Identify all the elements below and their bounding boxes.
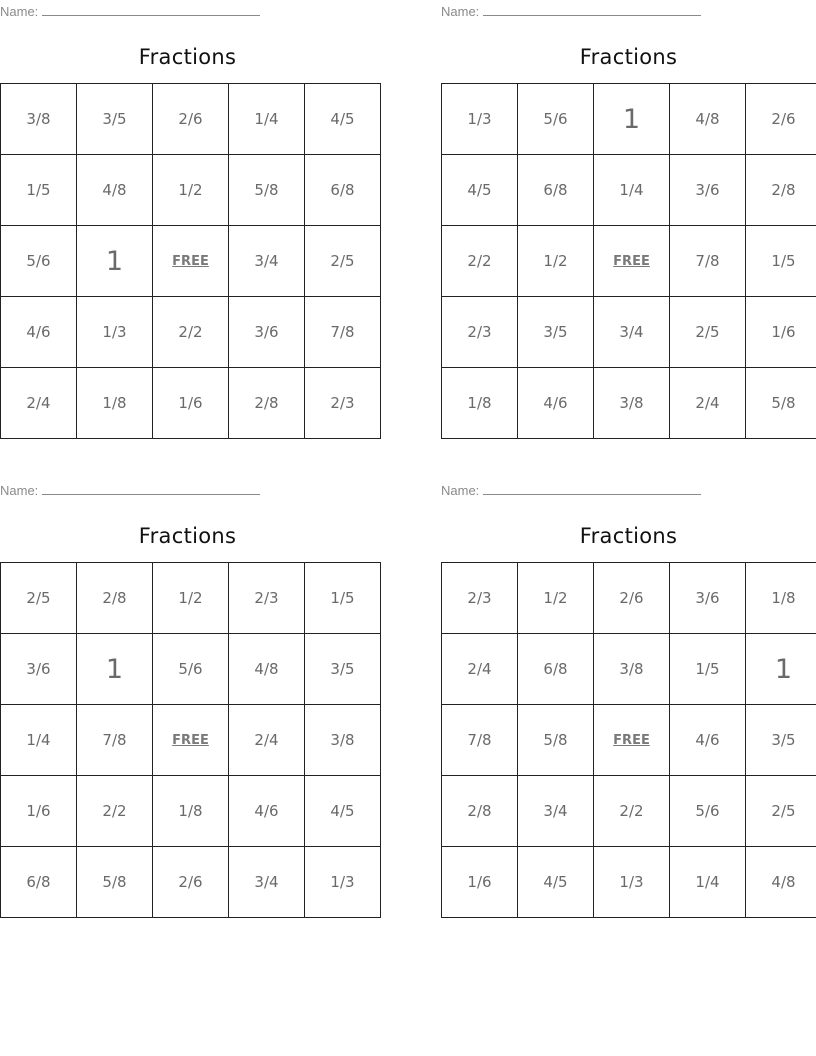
bingo-cell[interactable]: 4/6 [518, 368, 594, 439]
bingo-card-1 [0, 0, 376, 436]
bingo-cell[interactable]: 3/4 [229, 847, 305, 918]
bingo-cell[interactable]: 3/8 [594, 634, 670, 705]
bingo-cell[interactable]: 2/8 [442, 776, 518, 847]
bingo-cell[interactable]: 2/5 [305, 226, 381, 297]
bingo-cell[interactable]: 1 [594, 84, 670, 155]
bingo-cell[interactable]: 1/6 [442, 847, 518, 918]
bingo-cell[interactable]: 3/6 [1, 634, 77, 705]
grid-row [442, 847, 816, 918]
bingo-cell[interactable]: 5/6 [518, 84, 594, 155]
grid-row [442, 155, 816, 226]
bingo-cell[interactable]: 1/3 [77, 297, 153, 368]
bingo-cell[interactable]: 1/4 [1, 705, 77, 776]
bingo-card-4 [441, 479, 816, 915]
bingo-cell[interactable]: 7/8 [442, 705, 518, 776]
free-space-cell[interactable]: FREE [594, 226, 670, 297]
bingo-cell[interactable]: 1/3 [594, 847, 670, 918]
bingo-cell[interactable]: 3/4 [594, 297, 670, 368]
free-space-cell[interactable]: FREE [594, 705, 670, 776]
bingo-cell[interactable]: 6/8 [1, 847, 77, 918]
bingo-cell[interactable]: 2/4 [442, 634, 518, 705]
grid-row [1, 563, 381, 634]
bingo-cell[interactable]: 3/4 [229, 226, 305, 297]
bingo-cell[interactable]: 1/6 [1, 776, 77, 847]
bingo-cell[interactable]: 4/8 [746, 847, 816, 918]
grid-row [1, 776, 381, 847]
grid-row [442, 563, 816, 634]
bingo-grid [441, 562, 816, 918]
bingo-cell[interactable]: 5/6 [670, 776, 746, 847]
bingo-cell[interactable]: 6/8 [518, 155, 594, 226]
bingo-cell[interactable]: 2/6 [153, 847, 229, 918]
bingo-cell[interactable]: 2/8 [77, 563, 153, 634]
bingo-cell[interactable]: 4/8 [670, 84, 746, 155]
name-label: Name: [0, 483, 39, 498]
grid-row [1, 634, 381, 705]
bingo-cell[interactable]: 5/8 [77, 847, 153, 918]
bingo-cell[interactable]: 2/2 [594, 776, 670, 847]
free-space-cell[interactable]: FREE [153, 226, 229, 297]
bingo-cell[interactable]: 4/8 [229, 634, 305, 705]
grid-row [1, 847, 381, 918]
card-title: Fractions [138, 45, 237, 69]
bingo-cell[interactable]: 1/6 [746, 297, 816, 368]
bingo-cell[interactable]: 3/8 [305, 705, 381, 776]
bingo-cell[interactable]: 4/5 [305, 84, 381, 155]
grid-row [1, 84, 381, 155]
bingo-cell[interactable]: 1 [77, 226, 153, 297]
name-blank-line[interactable] [483, 482, 701, 495]
bingo-card-2 [441, 0, 816, 436]
bingo-cell[interactable]: 2/4 [229, 705, 305, 776]
card-title: Fractions [579, 45, 678, 69]
name-blank-line[interactable] [42, 3, 260, 16]
bingo-cell[interactable]: 1/2 [153, 563, 229, 634]
bingo-cell[interactable]: 1/3 [442, 84, 518, 155]
grid-row [1, 705, 381, 776]
bingo-cell[interactable]: 5/8 [746, 368, 816, 439]
bingo-cell[interactable]: 2/5 [1, 563, 77, 634]
bingo-cell[interactable]: 2/4 [1, 368, 77, 439]
bingo-cell[interactable]: 2/3 [442, 297, 518, 368]
bingo-cell[interactable]: 3/5 [746, 705, 816, 776]
name-blank-line[interactable] [483, 3, 701, 16]
bingo-cell[interactable]: 4/5 [442, 155, 518, 226]
bingo-cell[interactable]: 1 [77, 634, 153, 705]
name-blank-line[interactable] [42, 482, 260, 495]
bingo-cell[interactable]: 4/5 [518, 847, 594, 918]
bingo-cell[interactable]: 4/8 [77, 155, 153, 226]
bingo-cell[interactable]: 2/5 [746, 776, 816, 847]
bingo-cell[interactable]: 3/6 [670, 563, 746, 634]
grid-row [442, 297, 816, 368]
bingo-cell[interactable]: 7/8 [670, 226, 746, 297]
bingo-cell[interactable]: 1/5 [1, 155, 77, 226]
bingo-cell[interactable]: 6/8 [305, 155, 381, 226]
bingo-cell[interactable]: 2/4 [670, 368, 746, 439]
bingo-cell[interactable]: 2/2 [77, 776, 153, 847]
bingo-cell[interactable]: 5/8 [229, 155, 305, 226]
bingo-cell[interactable]: 1/4 [670, 847, 746, 918]
bingo-cell[interactable]: 3/8 [1, 84, 77, 155]
bingo-cell[interactable]: 1/8 [442, 368, 518, 439]
bingo-cell[interactable]: 1/2 [518, 563, 594, 634]
bingo-cell[interactable]: 4/6 [229, 776, 305, 847]
grid-row [1, 368, 381, 439]
bingo-cell[interactable]: 2/5 [670, 297, 746, 368]
name-field [441, 482, 701, 499]
name-field [0, 3, 260, 20]
bingo-cell[interactable]: 6/8 [518, 634, 594, 705]
bingo-cell[interactable]: 1/8 [746, 563, 816, 634]
free-space-cell[interactable]: FREE [153, 705, 229, 776]
bingo-cell[interactable]: 1/8 [77, 368, 153, 439]
bingo-cell[interactable]: 1/4 [594, 155, 670, 226]
bingo-cell[interactable]: 2/2 [153, 297, 229, 368]
bingo-cell[interactable]: 7/8 [77, 705, 153, 776]
name-label: Name: [441, 4, 480, 19]
bingo-cell[interactable]: 1/5 [670, 634, 746, 705]
bingo-cell[interactable]: 2/2 [442, 226, 518, 297]
bingo-cell[interactable]: 4/5 [305, 776, 381, 847]
grid-row [1, 226, 381, 297]
bingo-cell[interactable]: 3/6 [670, 155, 746, 226]
bingo-cell[interactable]: 2/6 [746, 84, 816, 155]
bingo-cell[interactable]: 1/3 [305, 847, 381, 918]
grid-row [442, 84, 816, 155]
bingo-cell[interactable]: 3/5 [305, 634, 381, 705]
bingo-cell[interactable]: 4/6 [670, 705, 746, 776]
bingo-cell[interactable]: 5/8 [518, 705, 594, 776]
bingo-grid [0, 562, 381, 918]
bingo-cell[interactable]: 3/4 [518, 776, 594, 847]
grid-row [442, 226, 816, 297]
bingo-cell[interactable]: 2/6 [153, 84, 229, 155]
bingo-cell[interactable]: 1/2 [518, 226, 594, 297]
grid-row [1, 155, 381, 226]
bingo-cell[interactable]: 3/5 [77, 84, 153, 155]
bingo-cell[interactable]: 1/5 [746, 226, 816, 297]
bingo-cell[interactable]: 2/8 [746, 155, 816, 226]
grid-row [442, 705, 816, 776]
bingo-cell[interactable]: 7/8 [305, 297, 381, 368]
card-title: Fractions [138, 524, 237, 548]
bingo-cell[interactable]: 2/3 [442, 563, 518, 634]
bingo-grid [0, 83, 381, 439]
bingo-cell[interactable]: 2/3 [229, 563, 305, 634]
bingo-cell[interactable]: 1/8 [153, 776, 229, 847]
bingo-cell[interactable]: 1/4 [229, 84, 305, 155]
name-field [441, 3, 701, 20]
bingo-cell[interactable]: 5/6 [1, 226, 77, 297]
bingo-cell[interactable]: 3/5 [518, 297, 594, 368]
name-label: Name: [0, 4, 39, 19]
grid-row [442, 776, 816, 847]
bingo-cell[interactable]: 2/3 [305, 368, 381, 439]
bingo-cell[interactable]: 1/5 [305, 563, 381, 634]
grid-row [1, 297, 381, 368]
name-label: Name: [441, 483, 480, 498]
bingo-cell[interactable]: 1/6 [153, 368, 229, 439]
bingo-cell[interactable]: 1/2 [153, 155, 229, 226]
grid-row [442, 634, 816, 705]
bingo-cell[interactable]: 5/6 [153, 634, 229, 705]
bingo-cell[interactable]: 1 [746, 634, 816, 705]
bingo-card-3 [0, 479, 376, 915]
bingo-cell[interactable]: 3/6 [229, 297, 305, 368]
name-field [0, 482, 260, 499]
bingo-cell[interactable]: 2/8 [229, 368, 305, 439]
card-title: Fractions [579, 524, 678, 548]
bingo-cell[interactable]: 4/6 [1, 297, 77, 368]
bingo-cell[interactable]: 3/8 [594, 368, 670, 439]
bingo-cell[interactable]: 2/6 [594, 563, 670, 634]
grid-row [442, 368, 816, 439]
bingo-grid [441, 83, 816, 439]
